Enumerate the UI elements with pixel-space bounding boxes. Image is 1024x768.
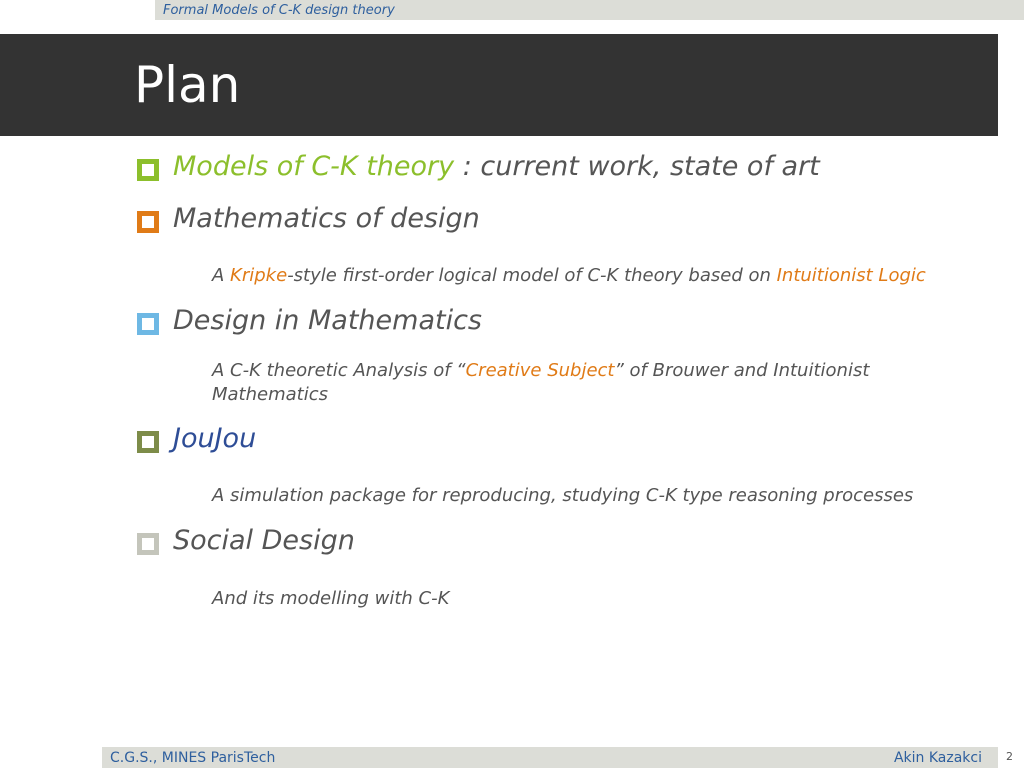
models-of-ck-theory-link[interactable]: Models of C-K theory — [173, 151, 455, 182]
footer-author: Akin Kazakci — [893, 750, 982, 766]
slide-title: Plan — [134, 56, 241, 114]
sub-item-creative-subject: A C-K theoretic Analysis of “Creative Subject” of Brouwer and Intuitionist Mathematics — [212, 360, 870, 405]
sub-item-kripke: A Kripke-style first-order logical model of C-K theory based on Intuitionist Logic — [212, 265, 926, 286]
running-title: Formal Models of C-K design theory — [163, 3, 395, 18]
bullet-item-text: : current work, state of art — [454, 151, 820, 182]
kripke-highlight: Kripke — [230, 265, 288, 286]
intuitionist-logic-highlight: Intuitionist Logic — [776, 265, 926, 286]
sub-item-social-design: And its modelling with C-K — [212, 588, 450, 609]
joujou-link[interactable]: JouJou — [173, 423, 257, 454]
bullet-item-models — [173, 151, 820, 182]
title-bar — [0, 34, 998, 136]
bullet-icon — [137, 159, 159, 181]
footer — [102, 747, 998, 768]
sub-item-joujou: A simulation package for reproducing, studying C-K type reasoning processes — [212, 485, 914, 506]
page-number: 2 — [1006, 750, 1013, 763]
running-header — [155, 0, 1024, 20]
bullet-item-social-design: Social Design — [173, 525, 355, 556]
bullet-icon — [137, 431, 159, 453]
bullet-icon — [137, 533, 159, 555]
bullet-item-design-in-mathematics: Design in Mathematics — [173, 305, 482, 336]
bullet-item-mathematics-of-design: Mathematics of design — [173, 203, 480, 234]
footer-organization: C.G.S., MINES ParisTech — [110, 750, 276, 766]
bullet-icon — [137, 313, 159, 335]
creative-subject-highlight: Creative Subject — [465, 360, 615, 381]
bullet-icon — [137, 211, 159, 233]
